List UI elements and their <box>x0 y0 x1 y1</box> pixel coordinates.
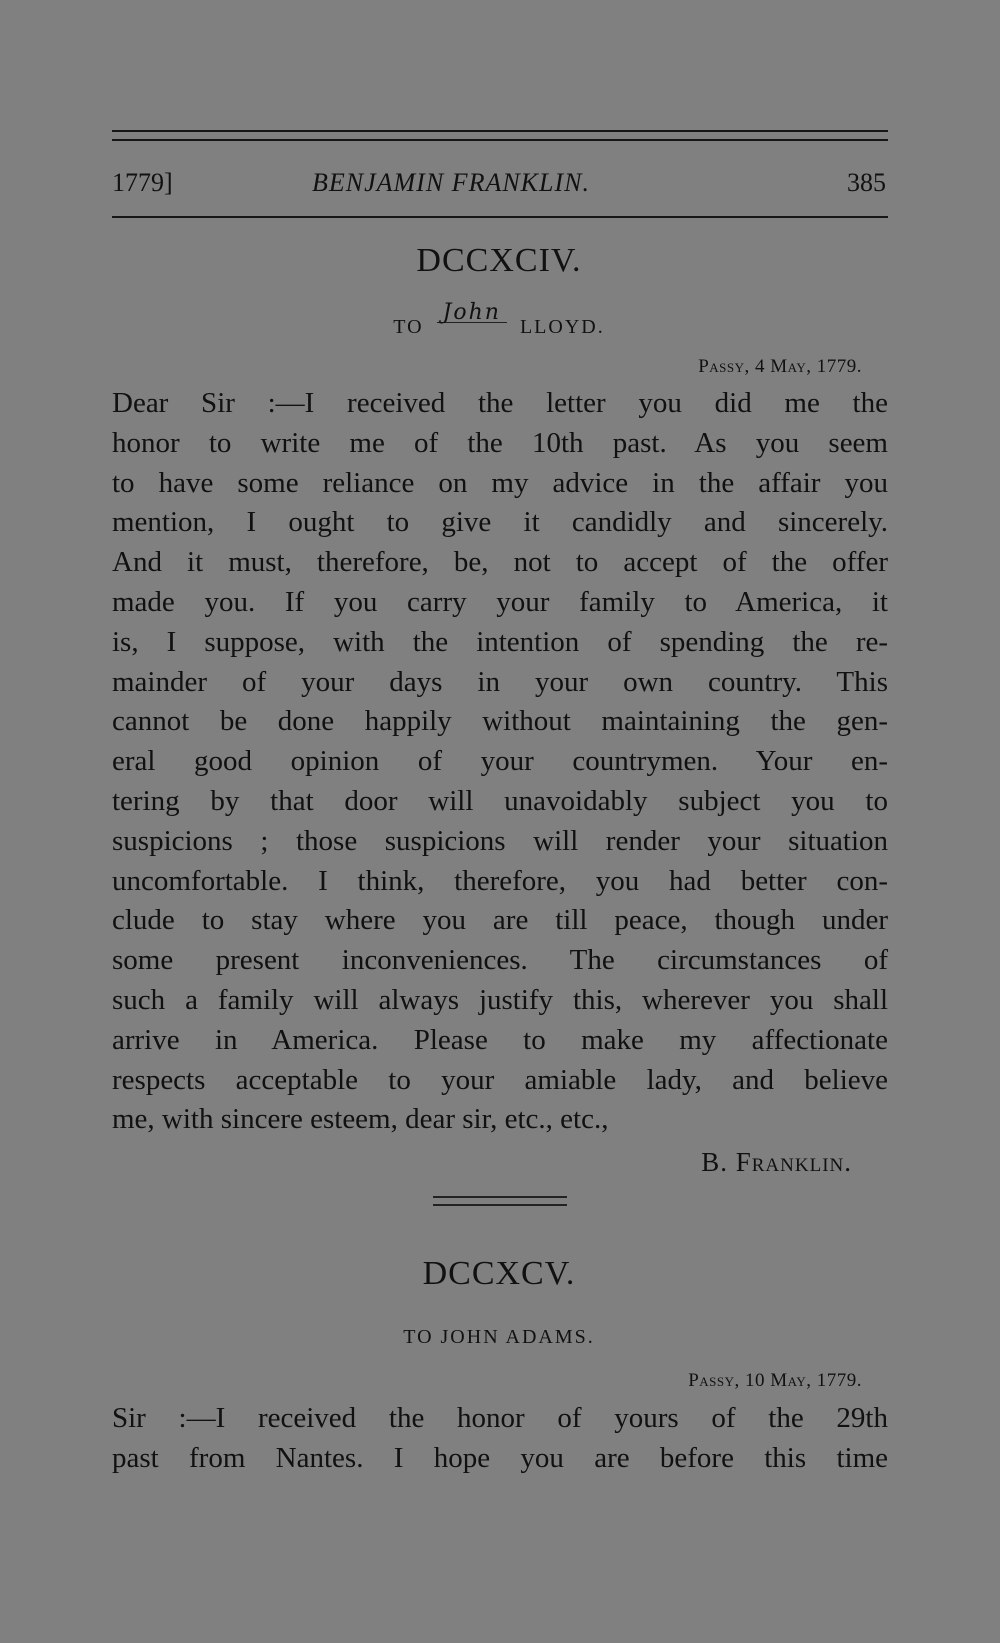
text-line: And it must, therefore, be, not to accept of the offer <box>112 546 888 579</box>
separator-rule-bottom <box>433 1204 567 1206</box>
letter1-signature: B. Franklin. <box>701 1147 852 1177</box>
text-line: honor to write me of the 10th past. As you seem <box>112 426 888 459</box>
text-line: is, I suppose, with the intention of spending the re- <box>112 625 888 658</box>
running-head <box>112 168 886 208</box>
text-line: me, with sincere esteem, dear sir, etc., etc., <box>112 1103 609 1136</box>
letter2-addressee: TO JOHN ADAMS. <box>403 1326 595 1348</box>
letter2-number: DCCXCV. <box>422 1255 576 1292</box>
top-rule-inner <box>112 139 888 141</box>
letter1-addressee <box>112 300 886 339</box>
letter1-dateline: Passy, 4 May, 1779. <box>698 356 862 377</box>
text-line: mention, I ought to give it candidly and sincerely. <box>112 506 888 539</box>
text-line: cannot be done happily without maintaining the gen- <box>112 705 888 738</box>
text-line: some present inconveniences. The circumstances of <box>112 944 888 977</box>
head-rule <box>112 216 888 218</box>
letter1-body <box>112 384 888 1140</box>
page-number: 385 <box>847 168 886 197</box>
letter1-number: DCCXCIV. <box>416 242 582 279</box>
running-head-year: 1779] <box>112 168 173 197</box>
text-line: suspicions ; those suspicions will render your situation <box>112 824 888 857</box>
text-line: past from Nantes. I hope you are before this time <box>112 1441 888 1474</box>
text-line: such a family will always justify this, wherever you shall <box>112 983 888 1016</box>
separator-rule-top <box>433 1196 567 1198</box>
text-line: respects acceptable to your amiable lady, and believe <box>112 1063 888 1096</box>
letter2-dateline: Passy, 10 May, 1779. <box>688 1370 862 1391</box>
letter2-body <box>112 1399 888 1479</box>
text-line: to have some reliance on my advice in the affair you <box>112 466 888 499</box>
text-line: clude to stay where you are till peace, though under <box>112 904 888 937</box>
text-line: made you. If you carry your family to America, it <box>112 585 888 618</box>
text-line: arrive in America. Please to make my affectionate <box>112 1023 888 1056</box>
text-line: tering by that door will unavoidably subject you to <box>112 784 888 817</box>
letter1-to-prefix: TO <box>393 316 424 338</box>
text-line: Dear Sir :—I received the letter you did me the <box>112 387 888 419</box>
text-line: Sir :—I received the honor of yours of the 29th <box>112 1402 888 1434</box>
handwritten-annotation: John <box>437 304 507 323</box>
top-rule-outer <box>112 130 888 132</box>
text-line: mainder of your days in your own country. This <box>112 665 888 698</box>
running-head-title: BENJAMIN FRANKLIN. <box>312 168 590 197</box>
letter1-surname: LLOYD. <box>519 316 605 338</box>
text-line: uncomfortable. I think, therefore, you had better con- <box>112 864 888 897</box>
text-line: eral good opinion of your countrymen. Your en- <box>112 745 888 778</box>
